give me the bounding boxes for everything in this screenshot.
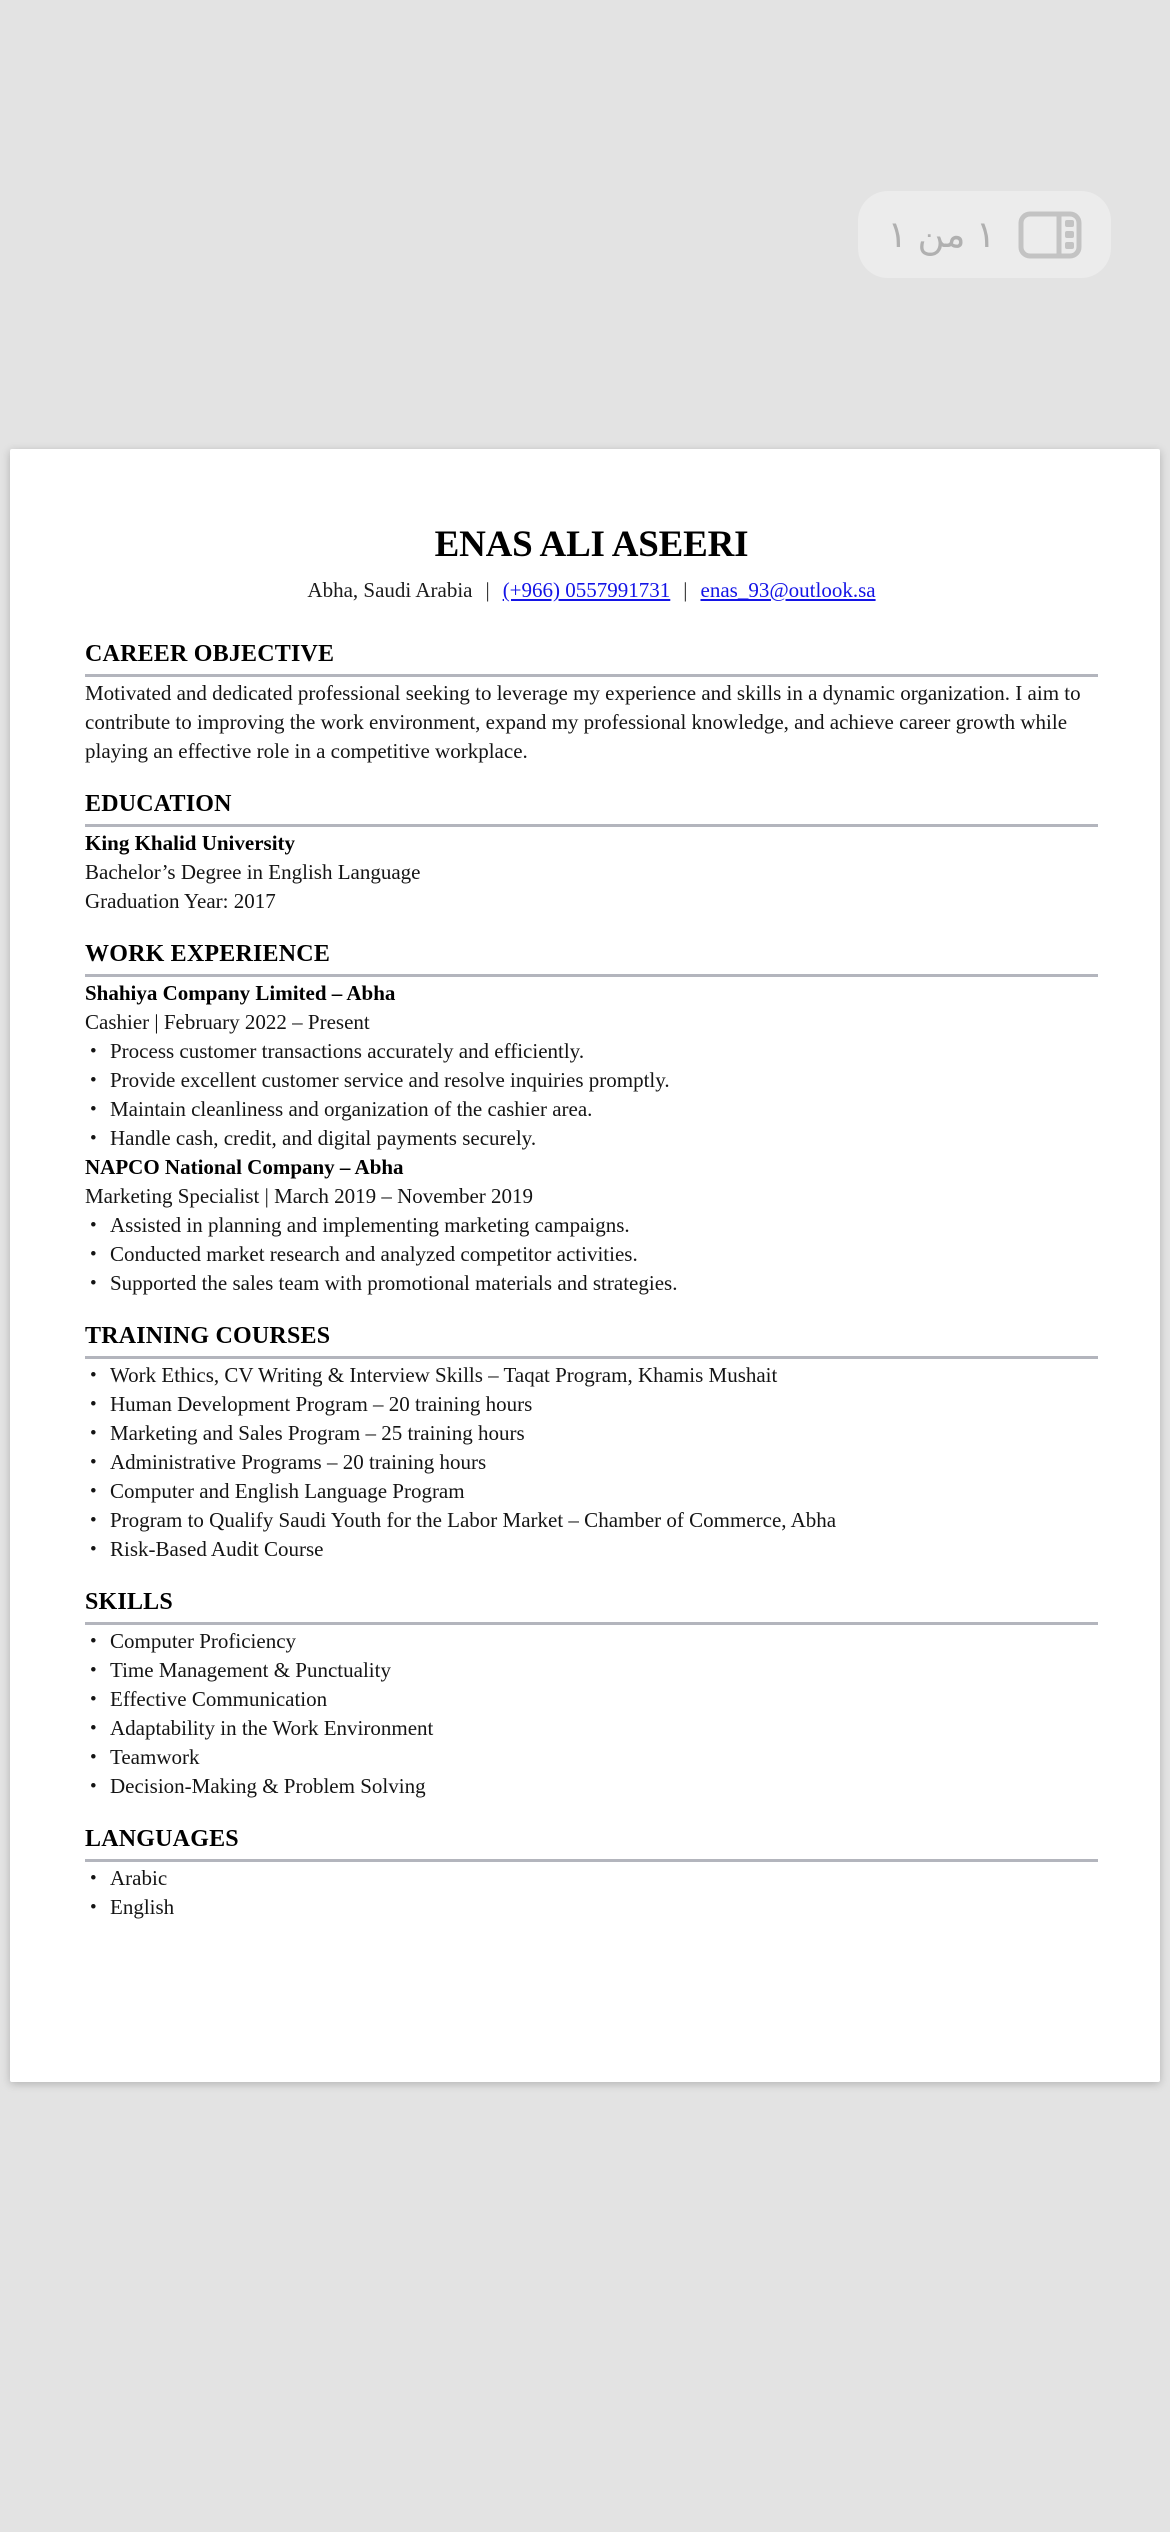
bullet-item: • Arabic [85, 1864, 1098, 1893]
bullet-item: • English [85, 1893, 1098, 1922]
bullet-item: • Work Ethics, CV Writing & Interview Skills – Taqat Program, Khamis Mushait [85, 1361, 1098, 1390]
resume-name: ENAS ALI ASEERI [434, 524, 749, 565]
bullet-item: • Conducted market research and analyzed competitor activities. [85, 1240, 1098, 1269]
bullet-list [85, 1037, 1098, 1153]
bullet-item: • Decision-Making & Problem Solving [85, 1772, 1098, 1801]
entry-title: Shahiya Company Limited – Abha [85, 981, 396, 1005]
bullet-item: • Marketing and Sales Program – 25 training hours [85, 1419, 1098, 1448]
contact-email-link[interactable]: enas_93@outlook.sa [700, 578, 876, 602]
document-page [10, 449, 1160, 2082]
resume-section-career-objective [85, 641, 1098, 766]
bullet-item: • Program to Qualify Saudi Youth for the Labor Market – Chamber of Commerce, Abha [85, 1506, 1098, 1535]
bullet-item: • Adaptability in the Work Environment [85, 1714, 1098, 1743]
contact-separator: | [485, 578, 490, 602]
bullet-item: • Time Management & Punctuality [85, 1656, 1098, 1685]
resume-section-training-courses [85, 1323, 1098, 1564]
bullet-item: • Risk-Based Audit Course [85, 1535, 1098, 1564]
page-indicator-pill[interactable] [858, 191, 1111, 278]
bullet-item: • Handle cash, credit, and digital payments securely. [85, 1124, 1098, 1153]
resume-section-work-experience [85, 941, 1098, 1298]
bullet-item: • Provide excellent customer service and resolve inquiries promptly. [85, 1066, 1098, 1095]
contact-line [85, 577, 1098, 603]
entry-title: King Khalid University [85, 831, 296, 855]
bullet-item: • Human Development Program – 20 training hours [85, 1390, 1098, 1419]
resume-header [85, 523, 1098, 603]
section-title: SKILLS [85, 1589, 1098, 1625]
bullet-item: • Process customer transactions accurately and efficiently. [85, 1037, 1098, 1066]
bullet-item: • Maintain cleanliness and organization of the cashier area. [85, 1095, 1098, 1124]
section-title: TRAINING COURSES [85, 1323, 1098, 1359]
contact-phone-link[interactable]: (+966) 0557991731 [502, 578, 671, 602]
bullet-item: • Supported the sales team with promotional materials and strategies. [85, 1269, 1098, 1298]
contact-separator: | [683, 578, 688, 602]
resume-section-education [85, 791, 1098, 916]
section-title: LANGUAGES [85, 1826, 1098, 1862]
bullet-item: • Assisted in planning and implementing marketing campaigns. [85, 1211, 1098, 1240]
resume-sections [85, 641, 1098, 1922]
contact-location: Abha, Saudi Arabia [307, 578, 473, 602]
text-line: Graduation Year: 2017 [85, 889, 276, 913]
bullet-item: • Administrative Programs – 20 training hours [85, 1448, 1098, 1477]
bullet-list [85, 1864, 1098, 1922]
entry-title: NAPCO National Company – Abha [85, 1155, 404, 1179]
page-thumbnails-icon[interactable] [1018, 211, 1082, 259]
paragraph: Motivated and dedicated professional seeking to leverage my experience and skills in a dynamic organization. I aim to contribute to improving the work environment, expand my professional knowledge, and achieve career growth while playing an effective role in a competitive workplace. [85, 681, 1081, 763]
bullet-list [85, 1627, 1098, 1801]
bullet-list [85, 1361, 1098, 1564]
bullet-list [85, 1211, 1098, 1298]
section-title: EDUCATION [85, 791, 1098, 827]
section-title: WORK EXPERIENCE [85, 941, 1098, 977]
section-title: CAREER OBJECTIVE [85, 641, 1098, 677]
bullet-item: • Computer and English Language Program [85, 1477, 1098, 1506]
resume-section-languages [85, 1826, 1098, 1922]
resume-section-skills [85, 1589, 1098, 1801]
page-indicator-label: ١ من ١ [887, 214, 996, 255]
bullet-item: • Computer Proficiency [85, 1627, 1098, 1656]
bullet-item: • Teamwork [85, 1743, 1098, 1772]
text-line: Cashier | February 2022 – Present [85, 1010, 370, 1034]
text-line: Bachelor’s Degree in English Language [85, 860, 421, 884]
text-line: Marketing Specialist | March 2019 – November 2019 [85, 1184, 534, 1208]
bullet-item: • Effective Communication [85, 1685, 1098, 1714]
